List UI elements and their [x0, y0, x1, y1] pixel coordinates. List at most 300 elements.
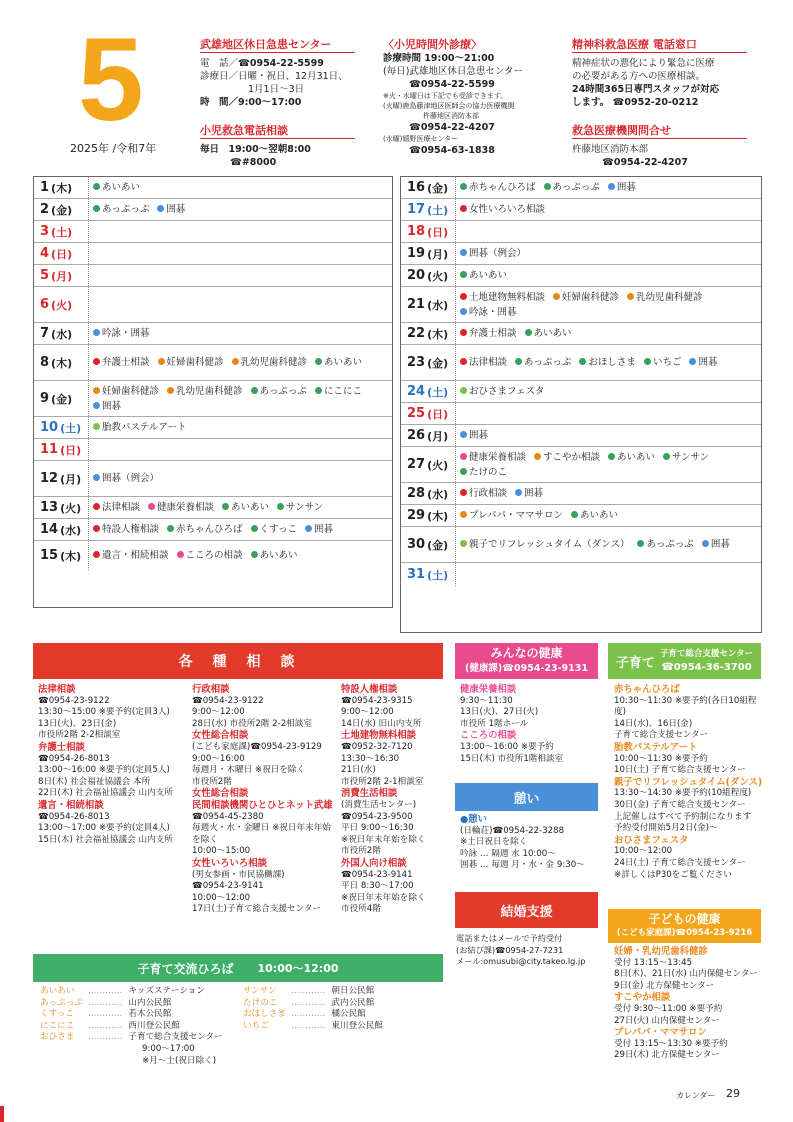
- item-line: 10日(土) 子育て総合支援センター: [614, 765, 746, 776]
- event-dot: [460, 271, 467, 278]
- item-line: 13日(火)、27日(火): [460, 707, 539, 718]
- kekkon-line: メール:omusubi@city.takeo.lg.jp: [456, 956, 586, 967]
- date-number: 8: [40, 355, 50, 370]
- iko-line: 吟詠 … 隔週 水 10:00〜: [460, 848, 556, 859]
- item-line: 15日(木) 市役所1階相談室: [460, 753, 564, 764]
- hiroba-extra: ※月〜土(祝日除く): [142, 1055, 217, 1066]
- item-line: 29日(木) 北方保健センター: [614, 1050, 720, 1061]
- item-line: 市役所2階 2-1相談室: [341, 776, 424, 787]
- event-dot: [93, 205, 100, 212]
- calendar-row: [34, 177, 392, 199]
- holiday-center-block: [200, 36, 355, 109]
- event-dot: [663, 453, 670, 460]
- calendar-row: [34, 243, 392, 265]
- item-line: 上記催しはすべて予約制になります: [614, 811, 752, 822]
- date-cell: [401, 505, 456, 526]
- date-number: 14: [40, 522, 59, 537]
- calendar-row: [401, 323, 761, 345]
- event-label: サンサン: [672, 451, 710, 463]
- year-label: 2025年 /令和7年: [70, 142, 157, 155]
- event-label: にこにこ: [323, 385, 362, 397]
- item-title: 特設人権相談: [341, 684, 398, 695]
- event-dot: [158, 358, 165, 365]
- event-item: [460, 428, 488, 443]
- hiroba-name: いちご: [243, 1020, 269, 1031]
- events-cell: [456, 508, 761, 523]
- events-cell: [89, 420, 392, 435]
- hiroba-leader: …………: [291, 1020, 326, 1031]
- pediatric-wed: (水曜)嬉野医療センター: [383, 135, 459, 143]
- calendar-row: [34, 221, 392, 243]
- calendar-row: [34, 461, 392, 497]
- events-cell: [456, 202, 761, 217]
- item-line: 平日 9:00〜16:30: [341, 823, 414, 834]
- kakushu-header: 各 種 相 談: [33, 643, 443, 679]
- event-label: 赤ちゃんひろば: [176, 524, 243, 535]
- weekday: (土): [427, 385, 449, 399]
- event-dot: [553, 293, 560, 300]
- col-health: [460, 684, 598, 765]
- hiroba-left: [40, 986, 240, 1067]
- event-item: [222, 500, 269, 515]
- item-line: 毎週火・水・金曜日 ※祝日年末年始を除く: [192, 823, 331, 845]
- date-cell: [401, 563, 456, 586]
- event-dot: [93, 402, 100, 409]
- event-label: 囲碁: [710, 539, 730, 550]
- weekday: (日): [427, 225, 449, 239]
- child-phone-title: 小児救急電話相談: [200, 122, 355, 139]
- item-line: 市役所 1階ホール: [460, 718, 529, 729]
- minna-sub: (健康課)☎0954-23-9131: [464, 663, 588, 674]
- calendar-row: [401, 425, 761, 447]
- event-label: 乳幼児歯科健診: [176, 385, 243, 397]
- hiroba-place: 東川登公民館: [331, 1020, 383, 1031]
- weekday: (金): [427, 538, 449, 552]
- event-dot: [460, 183, 467, 190]
- hiroba-place: 橘公民館: [331, 1009, 366, 1020]
- calendar-row: [34, 199, 392, 221]
- date-number: 13: [40, 500, 59, 515]
- kodomo-header: [608, 909, 761, 943]
- emergency-line1: 杵藤地区消防本部: [572, 144, 649, 155]
- event-label: 囲碁: [524, 488, 544, 499]
- kosodate-sub1: 子育て総合支援センター: [659, 649, 754, 659]
- date-number: 30: [407, 537, 426, 552]
- date-number: 3: [40, 224, 50, 239]
- date-number: 20: [407, 268, 426, 283]
- date-cell: [34, 417, 89, 438]
- item-line: 14日(水)、16日(金): [614, 718, 693, 729]
- event-label: こころの相談: [185, 550, 243, 561]
- hiroba-name: おほしさま: [243, 1009, 286, 1020]
- date-number: 25: [407, 406, 426, 421]
- item-title: 健康栄養相談: [460, 684, 517, 695]
- event-label: 囲碁: [313, 524, 333, 535]
- iko-line: 囲碁 … 毎週 月・水・金 9:30〜: [460, 860, 585, 871]
- event-label: 弁護士相談: [469, 328, 517, 339]
- calendar-row: [34, 439, 392, 461]
- event-dot: [579, 358, 586, 365]
- event-dot: [167, 387, 174, 394]
- kekkon-line: (お結び課)☎0954-27-7231: [456, 944, 564, 955]
- weekday: (水): [427, 487, 449, 501]
- pediatric-phone: ☎0954-22-5599: [409, 79, 495, 90]
- event-item: [460, 384, 545, 399]
- event-dot: [93, 474, 100, 481]
- event-item: [93, 202, 149, 217]
- weekday: (火): [51, 298, 73, 312]
- calendar-right: [400, 176, 762, 633]
- date-cell: [401, 323, 456, 344]
- event-item: [177, 548, 243, 563]
- calendar-left: [33, 176, 393, 608]
- event-label: 特設人権相談: [102, 524, 160, 535]
- event-label: 囲碁（例会）: [469, 248, 527, 259]
- event-item: [93, 180, 140, 195]
- iko-line: ※土日祝日を除く: [460, 837, 528, 848]
- event-label: おほしさま: [588, 357, 636, 368]
- event-dot: [544, 183, 551, 190]
- weekday: (金): [427, 356, 449, 370]
- pediatric-tue-phone: ☎0954-22-4207: [409, 122, 495, 133]
- event-item: [277, 500, 323, 515]
- calendar-row: [401, 265, 761, 287]
- event-item: [460, 537, 629, 552]
- event-dot: [460, 387, 467, 394]
- event-dot: [93, 423, 100, 430]
- event-item: [315, 355, 362, 370]
- event-item: [571, 508, 618, 523]
- weekday: (日): [51, 247, 73, 261]
- event-item: [553, 290, 619, 305]
- event-label: あいあい: [231, 502, 270, 513]
- date-number: 19: [407, 246, 426, 261]
- item-line: 22日(木) 社会福祉協議会 山内支所: [38, 788, 173, 799]
- event-dot: [93, 183, 100, 190]
- item-line: 10:00〜11:30 ※要予約: [614, 753, 708, 764]
- item-line: 13:00〜16:00 ※要予約: [460, 741, 554, 752]
- hiroba-place: 子育て総合支援センター: [128, 1032, 223, 1043]
- pediatric-wed-phone: ☎0954-63-1838: [409, 145, 495, 156]
- iko-header: 憩い: [455, 783, 598, 811]
- event-label: たけのこ: [469, 466, 508, 478]
- item-line: ☎0954-23-9122: [38, 695, 110, 706]
- event-item: [305, 522, 333, 537]
- date-number: 11: [40, 442, 59, 457]
- date-number: 15: [40, 548, 59, 563]
- item-line: 17日(土)子育て総合支援センター: [192, 904, 322, 915]
- event-item: [534, 450, 600, 465]
- weekday: (火): [427, 269, 449, 283]
- event-dot: [315, 387, 322, 394]
- weekday: (木): [51, 356, 73, 370]
- weekday: (水): [427, 298, 449, 312]
- hiroba-leader: …………: [291, 986, 326, 996]
- event-label: あいあい: [617, 451, 656, 463]
- hiroba-place: 山内公民館: [128, 997, 172, 1008]
- hiroba-row: [40, 1032, 240, 1044]
- hiroba-place: 朝日公民館: [331, 986, 375, 996]
- footer-label: カレンダー: [676, 1091, 716, 1100]
- date-cell: [34, 265, 89, 286]
- emergency-phone: ☎0954-22-4207: [602, 157, 688, 168]
- date-number: 29: [407, 508, 426, 523]
- item-line: 9:00〜12:00: [192, 707, 245, 718]
- calendar-row: [34, 265, 392, 287]
- item-line: 受付 9:30〜11:00 ※要予約: [614, 1003, 723, 1014]
- item-line: 21日(水): [341, 765, 376, 776]
- event-label: 囲碁: [469, 430, 489, 441]
- date-cell: [401, 287, 456, 322]
- event-label: あいあい: [533, 328, 572, 339]
- weekday: (木): [60, 549, 82, 563]
- date-cell: [34, 519, 89, 540]
- event-label: 健康栄養相談: [469, 451, 527, 463]
- item-title: 行政相談: [192, 684, 230, 695]
- event-label: 法律相談: [102, 502, 141, 513]
- hiroba-row: [40, 1009, 240, 1021]
- hiroba-name: あいあい: [40, 986, 75, 996]
- item-title: 女性総合相談: [192, 730, 249, 742]
- item-line: 受付 13:15〜13:45: [614, 957, 693, 968]
- item-line: 受付 13:15〜13:30 ※要予約: [614, 1038, 728, 1049]
- event-item: [251, 548, 298, 563]
- hiroba-row: [243, 986, 443, 998]
- event-item: [93, 500, 140, 515]
- col-legal: [38, 684, 188, 846]
- kekkon-header: 結婚支援: [455, 892, 598, 928]
- event-dot: [460, 358, 467, 365]
- event-dot: [534, 453, 541, 460]
- hiroba-row: [40, 998, 240, 1010]
- weekday: (水): [51, 327, 73, 341]
- calendar-row: [401, 527, 761, 563]
- event-item: [93, 384, 159, 399]
- date-cell: [34, 381, 89, 416]
- date-cell: [401, 345, 456, 380]
- event-item: [579, 355, 636, 370]
- events-cell: [89, 326, 392, 341]
- events-cell: [89, 548, 392, 563]
- item-title: プレパパ・ママサロン: [614, 1027, 707, 1039]
- item-line: 14日(水) 旧山内支所: [341, 718, 422, 729]
- weekday: (木): [51, 181, 73, 195]
- calendar-row: [401, 177, 761, 199]
- weekday: (土): [427, 568, 449, 582]
- item-line: ※詳しくはP30をご覧ください: [614, 869, 732, 880]
- event-label: あっぷっぷ: [646, 539, 694, 550]
- event-dot: [460, 329, 467, 336]
- hiroba-name: たけのこ: [243, 997, 278, 1008]
- event-item: [460, 290, 545, 305]
- event-item: [93, 355, 150, 370]
- event-label: 土地建物無料相談: [469, 291, 546, 303]
- pediatric-tue-place: 杵藤地区消防本部: [423, 112, 479, 120]
- pediatric-tue: (火曜)鹿島藤津地区医師会の協力医療機関: [383, 102, 515, 110]
- calendar-row: [34, 497, 392, 519]
- item-line: 10:00〜12:00: [614, 846, 673, 857]
- event-label: くすっこ: [259, 524, 297, 535]
- date-cell: [401, 177, 456, 198]
- events-cell: [456, 450, 761, 480]
- kosodate-header: [608, 643, 761, 679]
- event-label: 赤ちゃんひろば: [469, 182, 536, 193]
- hiroba-leader: …………: [88, 986, 123, 996]
- event-item: [689, 355, 717, 370]
- event-item: [460, 202, 545, 217]
- item-line: 13:30〜15:00 ※要予約(定員3人): [38, 707, 170, 718]
- event-item: [608, 180, 636, 195]
- col-admin: [192, 684, 338, 916]
- event-item: [251, 522, 297, 537]
- calendar-row: [401, 199, 761, 221]
- date-cell: [401, 527, 456, 562]
- date-cell: [34, 199, 89, 220]
- pediatric-block: [383, 36, 553, 157]
- item-title: こころの相談: [460, 730, 517, 742]
- date-number: 16: [407, 180, 426, 195]
- event-label: あいあい: [579, 510, 618, 521]
- events-cell: [89, 202, 392, 217]
- event-dot: [627, 293, 634, 300]
- calendar-row: [34, 287, 392, 323]
- calendar-row: [401, 403, 761, 425]
- child-phone-hours: 毎日 19:00〜翌朝8:00: [200, 144, 311, 155]
- event-dot: [177, 551, 184, 558]
- event-dot: [644, 358, 651, 365]
- item-line: 10:30〜11:30 ※要予約(各日10組程度): [614, 695, 757, 718]
- item-line: 13:00〜16:00 ※要予約(定員5人): [38, 765, 170, 776]
- event-item: [93, 420, 187, 435]
- item-title: 赤ちゃんひろば: [614, 684, 680, 695]
- minna-title: みんなの健康: [490, 646, 563, 660]
- event-item: [608, 450, 655, 465]
- event-item: [232, 355, 308, 370]
- event-dot: [637, 540, 644, 547]
- calendar-row: [401, 505, 761, 527]
- date-number: 18: [407, 224, 426, 239]
- item-title: 外国人向け相談: [341, 857, 407, 869]
- calendar-row: [34, 541, 392, 570]
- date-number: 5: [40, 268, 50, 283]
- psych-title: 精神科救急医療 電話窓口: [572, 36, 747, 53]
- event-label: あっぷっぷ: [524, 357, 572, 368]
- item-line: 9日(金) 北方保健センター: [614, 980, 715, 991]
- date-number: 26: [407, 428, 426, 443]
- item-line: 28日(水) 市役所2階 2-2相談室: [192, 718, 312, 729]
- item-title: 消費生活相談: [341, 788, 398, 800]
- event-dot: [167, 525, 174, 532]
- iko-title: ●憩い: [460, 814, 487, 825]
- event-dot: [93, 387, 100, 394]
- date-cell: [34, 497, 89, 518]
- event-label: 吟詠・囲碁: [469, 306, 517, 318]
- date-cell: [401, 447, 456, 482]
- item-line: 予約受付開始5月2日(金)〜: [614, 823, 718, 834]
- event-item: [460, 508, 563, 523]
- weekday: (土): [60, 421, 82, 435]
- event-label: 弁護士相談: [102, 357, 150, 368]
- event-item: [627, 290, 703, 305]
- events-cell: [456, 246, 761, 261]
- date-number: 1: [40, 180, 50, 195]
- weekday: (月): [60, 472, 82, 486]
- item-line: 27日(火) 山内保健センター: [614, 1015, 720, 1026]
- item-line: 市役所2階: [341, 846, 381, 857]
- calendar-row: [34, 519, 392, 541]
- date-number: 2: [40, 202, 50, 217]
- date-cell: [34, 177, 89, 198]
- date-cell: [401, 381, 456, 402]
- item-line: 子育て総合支援センター: [614, 730, 709, 741]
- hiroba-place: キッズステーション: [128, 986, 206, 996]
- hiroba-place: 西川登公民館: [128, 1020, 180, 1031]
- event-dot: [93, 551, 100, 558]
- item-line: 13:00〜17:00 ※要予約(定員4人): [38, 823, 170, 834]
- event-item: [93, 548, 169, 563]
- event-dot: [157, 205, 164, 212]
- calendar-row: [34, 345, 392, 381]
- event-dot: [571, 511, 578, 518]
- events-cell: [89, 522, 392, 537]
- item-line: 9:00〜16:00: [192, 753, 245, 764]
- event-label: 胎教パステルアート: [102, 422, 187, 433]
- event-dot: [93, 358, 100, 365]
- events-cell: [456, 326, 761, 341]
- event-label: 女性いろいろ相談: [469, 204, 546, 215]
- item-title: 弁護士相談: [38, 741, 85, 753]
- item-title: すこやか相談: [614, 992, 671, 1004]
- date-number: 6: [40, 297, 50, 312]
- date-cell: [34, 243, 89, 264]
- event-dot: [315, 358, 322, 365]
- kosodate-title: 子育て: [615, 655, 655, 671]
- event-label: あっぷっぷ: [552, 182, 600, 193]
- event-label: 妊婦歯科健診: [166, 357, 224, 368]
- holiday-days-cont: 1月1日〜3日: [248, 84, 305, 95]
- emergency-block: [572, 122, 747, 169]
- item-subtitle: 民間相談機関ひとひとネット武雄: [192, 799, 333, 811]
- event-item: [460, 246, 526, 261]
- event-label: 親子でリフレッシュタイム（ダンス）: [469, 539, 630, 550]
- date-number: 17: [407, 202, 426, 217]
- event-dot: [460, 308, 467, 315]
- item-line: (消費生活センター): [341, 799, 417, 810]
- date-cell: [34, 221, 89, 242]
- item-line: 15日(木) 社会福祉協議会 山内支所: [38, 834, 173, 845]
- event-item: [315, 384, 362, 399]
- hiroba-place: 武内公民館: [331, 997, 375, 1008]
- psych-line2: の必要がある方への医療相談。: [572, 71, 706, 82]
- hiroba-leader: …………: [291, 1009, 326, 1020]
- date-cell: [401, 425, 456, 446]
- event-dot: [93, 525, 100, 532]
- event-item: [460, 268, 507, 283]
- event-dot: [93, 329, 100, 336]
- event-dot: [460, 468, 467, 475]
- item-line: 30日(金) 子育て総合支援センター: [614, 799, 746, 810]
- calendar-row: [401, 563, 761, 586]
- date-cell: [34, 323, 89, 344]
- hiroba-name: サンサン: [243, 986, 277, 996]
- item-line: ☎0954-23-9141: [341, 869, 413, 880]
- col-kodomo: [614, 946, 764, 1062]
- event-label: 囲碁: [616, 182, 636, 193]
- date-number: 27: [407, 457, 426, 472]
- event-item: [93, 326, 150, 341]
- item-line: 8日(木) 社会福祉協議会 本所: [38, 776, 151, 787]
- events-cell: [456, 486, 761, 501]
